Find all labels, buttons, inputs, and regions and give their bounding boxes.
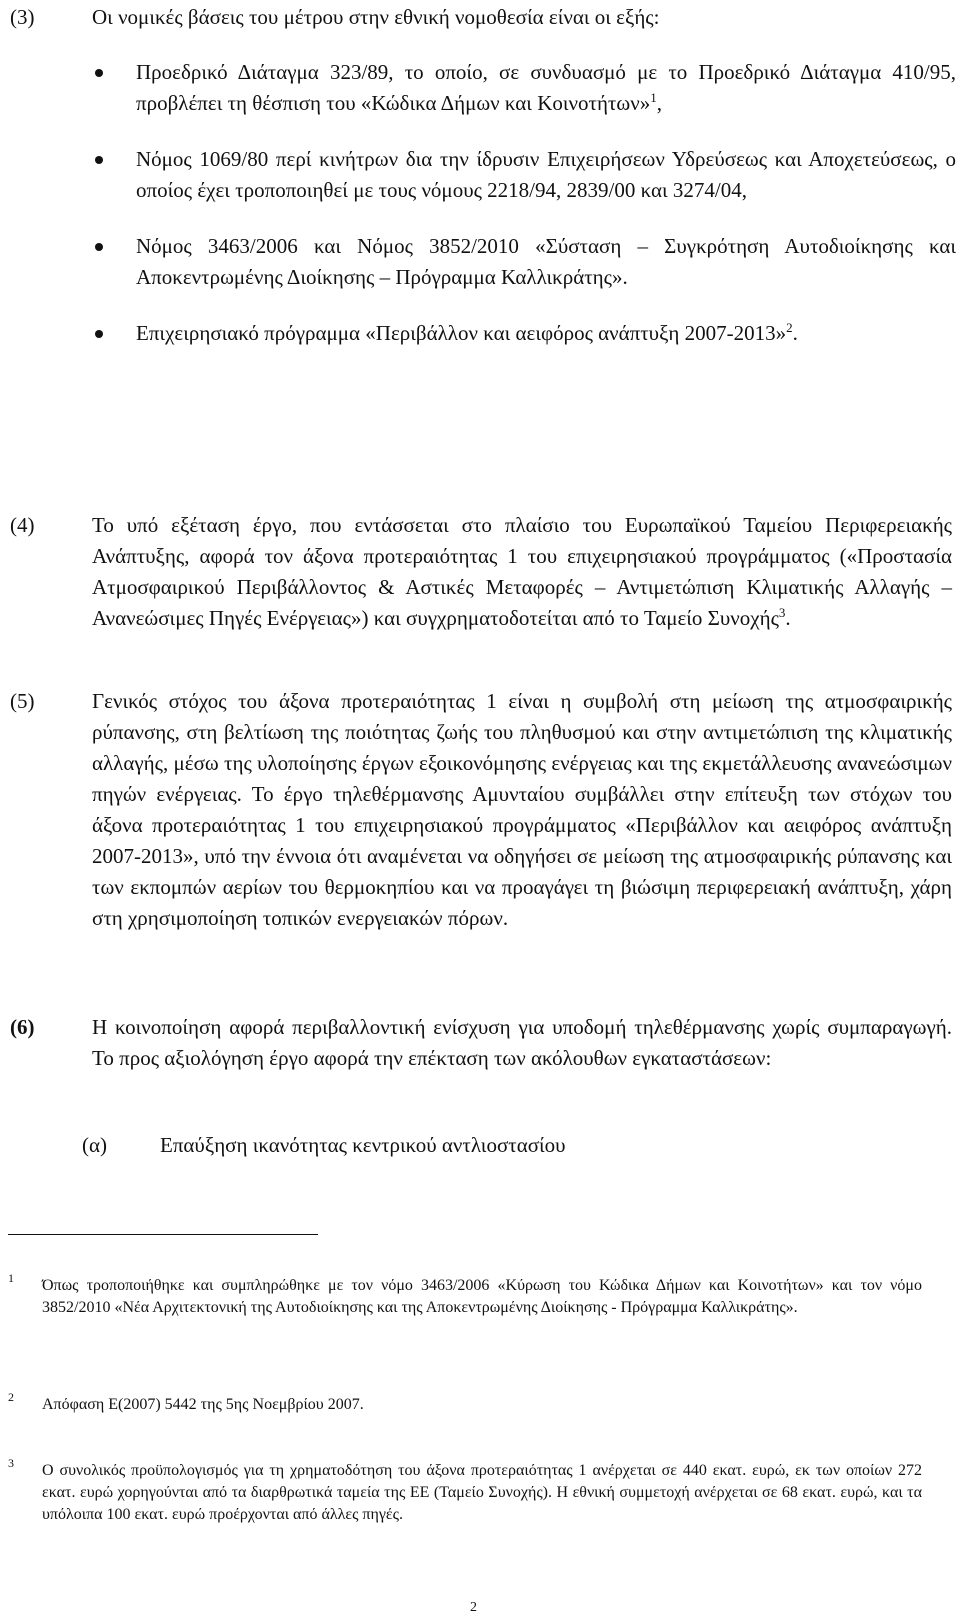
list-item: Επιχειρησιακό πρόγραμμα «Περιβάλλον και αειφόρος ανάπτυξη 2007-2013»$^2$. — [92, 318, 956, 349]
paragraph-text: Το υπό εξέταση έργο, που εντάσσεται στο πλαίσιο του Ευρωπαϊκού Ταμείου Περιφερειακής Ανάπτυξης, αφορά τον άξονα προτεραιότητας 1 του επιχειρησιακού προγράμματος («Προστασία Ατμοσφαιρικού Περιβάλλοντος & Αστικές Μεταφορές – Αντιμετώπιση Κλιματικής Αλλαγής – Ανανεώσιμες Πηγές Ενέργειας») και συγχρηματοδοτείται από το Ταμείο Συνοχής$^3$. — [92, 513, 952, 630]
footnote-separator — [8, 1234, 318, 1235]
bullet-icon — [95, 69, 103, 77]
sub-item-label: (α) — [82, 1133, 107, 1157]
sub-item-text: Επαύξηση ικανότητας κεντρικού αντλιοστασίου — [160, 1133, 566, 1157]
list-item — [92, 231, 956, 293]
footnote-ref[interactable]: 2 — [786, 320, 793, 335]
paragraph-number: (3) — [10, 5, 35, 29]
paragraph-text: Γενικός στόχος του άξονα προτεραιότητας 1 είναι η συμβολή στη μείωση της ατμοσφαιρικής ρύπανσης, στη βελτίωση της ποιότητας ζωής του πληθυσμού και στην αντιμετώπιση της κλιματικής αλλαγής, μέσω της υλοποίησης έργων εξοικονόμησης ενέργειας και της εκμετάλλευσης ανανεώσιμων πηγών ενέργειας. Το έργο τηλεθέρμανσης Αμυνταίου συμβάλλει στην επίτευξη των στόχων του άξονα προτεραιότητας 1 του επιχειρησιακού προγράμματος «Περιβάλλον και αειφόρος ανάπτυξη 2007-2013», υπό την έννοια ότι αναμένεται να οδηγήσει σε μείωση της ατμοσφαιρικής ρύπανσης και των εκπομπών αερίων του θερμοκηπίου και να προαγάγει τη βιώσιμη περιφερειακή ανάπτυξη, χάρη στη χρησιμοποίηση τοπικών ενεργειακών πόρων. — [92, 689, 952, 930]
paragraph-number: (5) — [10, 689, 35, 713]
footnote-text: Απόφαση Ε(2007) 5442 της 5ης Νοεμβρίου 2007. — [42, 1396, 364, 1413]
list-item — [92, 144, 956, 206]
page-number: 2 — [470, 1600, 477, 1615]
bullet-icon — [95, 156, 103, 164]
paragraph-number: (6) — [10, 1015, 35, 1039]
footnote-number: 3 — [8, 1456, 14, 1470]
footnote-text: Όπως τροποποιήθηκε και συμπληρώθηκε με τον νόμο 3463/2006 «Κύρωση του Κώδικα Δήμων και Κοινοτήτων» και τον νόμο 3852/2010 «Νέα Αρχιτεκτονική της Αυτοδιοίκησης και της Αποκεντρωμένης Διοίκησης - Πρόγραμμα Καλλικράτης». — [42, 1277, 922, 1316]
list-item-text: Προεδρικό Διάταγμα 323/89, το οποίο, σε συνδυασμό με το Προεδρικό Διάταγμα 410/95, προβλέπει τη θέσπιση του «Κώδικα Δήμων και Κοινοτήτων» — [136, 60, 956, 115]
list-item-text: Νόμος 1069/80 περί κινήτρων δια την ίδρυσιν Επιχειρήσεων Υδρεύσεως και Αποχετεύσεως, ο οποίος έχει τροποποιηθεί με τους νόμους 2218/94, 2839/00 και 3274/04, — [136, 147, 956, 202]
paragraph-intro: Οι νομικές βάσεις του μέτρου στην εθνική νομοθεσία είναι οι εξής: — [92, 5, 660, 29]
footnote-text: Ο συνολικός προϋπολογισμός για τη χρηματοδότηση του άξονα προτεραιότητας 1 ανέρχεται σε 440 εκατ. ευρώ, εκ των οποίων 272 εκατ. ευρώ χορηγούνται από τα διαρθρωτικά ταμεία της ΕΕ (Ταμείο Συνοχής). Η εθνική συμμετοχή ανέρχεται σε 68 εκατ. ευρώ, και τα υπόλοιπα 100 εκατ. ευρώ προέρχονται από άλλες πηγές. — [42, 1462, 922, 1523]
paragraph-text: Η κοινοποίηση αφορά περιβαλλοντική ενίσχυση για υποδομή τηλεθέρμανσης χωρίς συμπαραγωγή. Το προς αξιολόγηση έργο αφορά την επέκταση των ακόλουθων εγκαταστάσεων: — [92, 1015, 952, 1070]
paragraph-number: (4) — [10, 513, 35, 537]
footnote-ref[interactable]: 3 — [778, 605, 786, 620]
list-item-text: Επιχειρησιακό πρόγραμμα «Περιβάλλον και αειφόρος ανάπτυξη 2007-2013» — [136, 321, 787, 345]
footnote-number: 1 — [8, 1271, 14, 1285]
bullet-icon — [95, 243, 103, 251]
list-item: Προεδρικό Διάταγμα 323/89, το οποίο, σε συνδυασμό με το Προεδρικό Διάταγμα 410/95, προβλέπει τη θέσπιση του «Κώδικα Δήμων και Κοινοτήτων»$^1$, — [92, 57, 956, 119]
list-item-text: Νόμος 3463/2006 και Νόμος 3852/2010 «Σύσταση – Συγκρότηση Αυτοδιοίκησης και Αποκεντρωμένης Διοίκησης – Πρόγραμμα Καλλικράτης». — [136, 234, 956, 289]
bullet-icon — [95, 330, 103, 338]
footnote-ref[interactable]: 1 — [650, 90, 657, 105]
footnote-number: 2 — [8, 1390, 14, 1404]
